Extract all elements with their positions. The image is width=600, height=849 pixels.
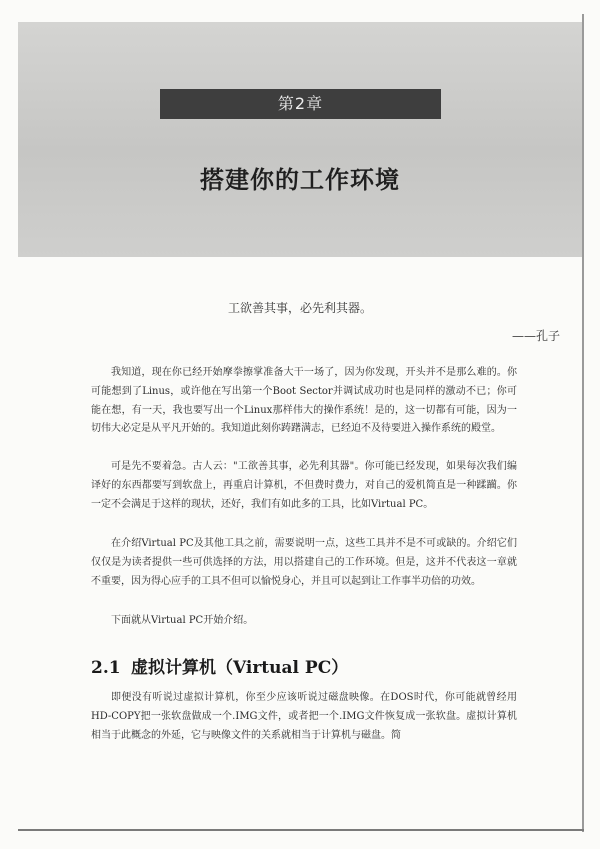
body-paragraph: 我知道，现在你已经开始摩拳擦掌准备大干一场了，因为你发现，开头并不是那么难的。你可能想到了Linus，或许他在写出第一个Boot Sector并调试成功时也是同样的激动不已；你可能在想，有一天，我也要写出一个Linux那样伟大的操作系统！是的，这一切都有可能，因为一切伟大必定是从平凡开始的。我知道此刻你踌躇满志，已经迫不及待要进入操作系统的殿堂。 [91, 367, 517, 435]
section-paragraph: 即便没有听说过虚拟计算机，你至少应该听说过磁盘映像。在DOS时代，你可能就曾经用HD-COPY把一张软盘做成一个.IMG文件，或者把一个.IMG文件恢复成一张软盘。虚拟计算机相当于此概念的外延，它与映像文件的关系就相当于计算机与磁盘。简 [91, 692, 517, 741]
epigraph-author: ——孔子 [511, 329, 560, 343]
epigraph-quote: 工欲善其事，必先利其器。 [227, 301, 372, 315]
chapter-header-band [18, 22, 582, 257]
body-paragraph: 下面就从Virtual PC开始介绍。 [111, 615, 254, 626]
body-paragraph: 在介绍Virtual PC及其他工具之前，需要说明一点，这些工具并不是不可或缺的。介绍它们仅仅是为读者提供一些可供选择的方法，用以搭建自己的工作环境。但是，这并不代表这一章就不重要，因为得心应手的工具不但可以愉悦身心，并且可以起到让工作事半功倍的功效。 [91, 538, 517, 587]
section-heading [91, 653, 521, 678]
section-number: 2.1 [91, 658, 121, 678]
body-paragraph: 可是先不要着急。古人云："工欲善其事，必先利其器"。你可能已经发现，如果每次我们编译好的东西都要写到软盘上，再重启计算机，不但费时费力，对自己的爱机简直是一种蹂躏。你一定不会满足于这样的现状，还好，我们有如此多的工具，比如Virtual PC。 [91, 461, 517, 510]
section-title: 虚拟计算机（Virtual PC） [131, 658, 349, 678]
page-edge-right [582, 14, 584, 832]
chapter-label: 第2章 [160, 89, 441, 119]
chapter-title: 搭建你的工作环境 [200, 166, 400, 194]
page-edge-bottom [18, 829, 584, 831]
